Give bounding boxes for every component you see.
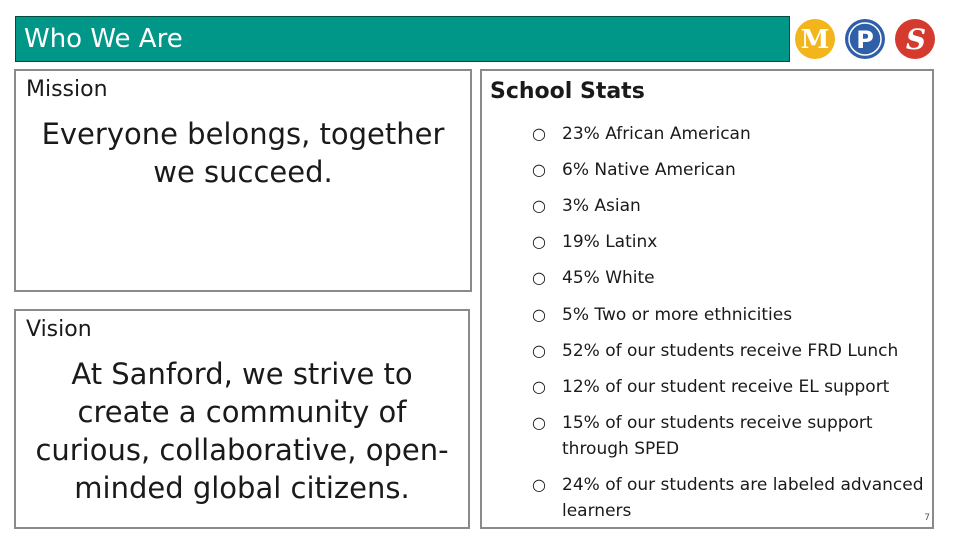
circle-bullet-icon: ○ [532, 475, 546, 494]
logo-letter-m: M [800, 25, 830, 55]
vision-box [14, 309, 470, 529]
list-item [532, 265, 924, 291]
stat-text: 5% Two or more ethnicities [562, 305, 793, 325]
logo-letter-s: S [905, 23, 927, 56]
circle-bullet-icon: ○ [532, 268, 546, 287]
stat-text: 23% African American [562, 124, 751, 144]
stat-text: 6% Native American [562, 160, 736, 180]
mps-m-logo-icon [794, 18, 836, 60]
stat-text: 45% White [562, 268, 655, 288]
stats-title: School Stats [490, 79, 645, 104]
mission-label: Mission [26, 77, 108, 102]
circle-bullet-icon: ○ [532, 124, 546, 143]
list-item [532, 229, 924, 255]
list-item [532, 472, 924, 524]
mps-p-logo-icon [844, 18, 886, 60]
list-item [532, 410, 924, 462]
logo-group [794, 16, 944, 62]
stat-text: 19% Latinx [562, 232, 658, 252]
mission-statement: Everyone belongs, together we succeed. [41, 117, 445, 189]
page-title: Who We Are [24, 24, 183, 54]
stat-text: 52% of our students receive FRD Lunch [562, 341, 899, 361]
stat-text: 12% of our student receive EL support [562, 377, 890, 397]
logo-letter-p: P [856, 26, 874, 54]
mps-s-logo-icon [894, 18, 936, 60]
stat-text: 15% of our students receive support through SPED [562, 413, 873, 459]
vision-statement: At Sanford, we strive to create a community of curious, collaborative, open-minded global citizens. [35, 357, 449, 505]
list-item [532, 121, 924, 147]
list-item [532, 338, 924, 364]
circle-bullet-icon: ○ [532, 341, 546, 360]
circle-bullet-icon: ○ [532, 232, 546, 251]
circle-bullet-icon: ○ [532, 196, 546, 215]
stat-text: 24% of our students are labeled advanced learners [562, 475, 924, 521]
circle-bullet-icon: ○ [532, 305, 546, 324]
school-stats-box [480, 69, 934, 529]
circle-bullet-icon: ○ [532, 377, 546, 396]
circle-bullet-icon: ○ [532, 160, 546, 179]
circle-bullet-icon: ○ [532, 413, 546, 432]
mission-box [14, 69, 472, 292]
stat-text: 3% Asian [562, 196, 641, 216]
list-item [532, 157, 924, 183]
stats-list [532, 121, 924, 524]
list-item [532, 193, 924, 219]
title-bar [15, 16, 790, 62]
vision-label: Vision [26, 317, 92, 342]
list-item [532, 302, 924, 328]
list-item [532, 374, 924, 400]
slide-number: 7 [924, 513, 930, 523]
